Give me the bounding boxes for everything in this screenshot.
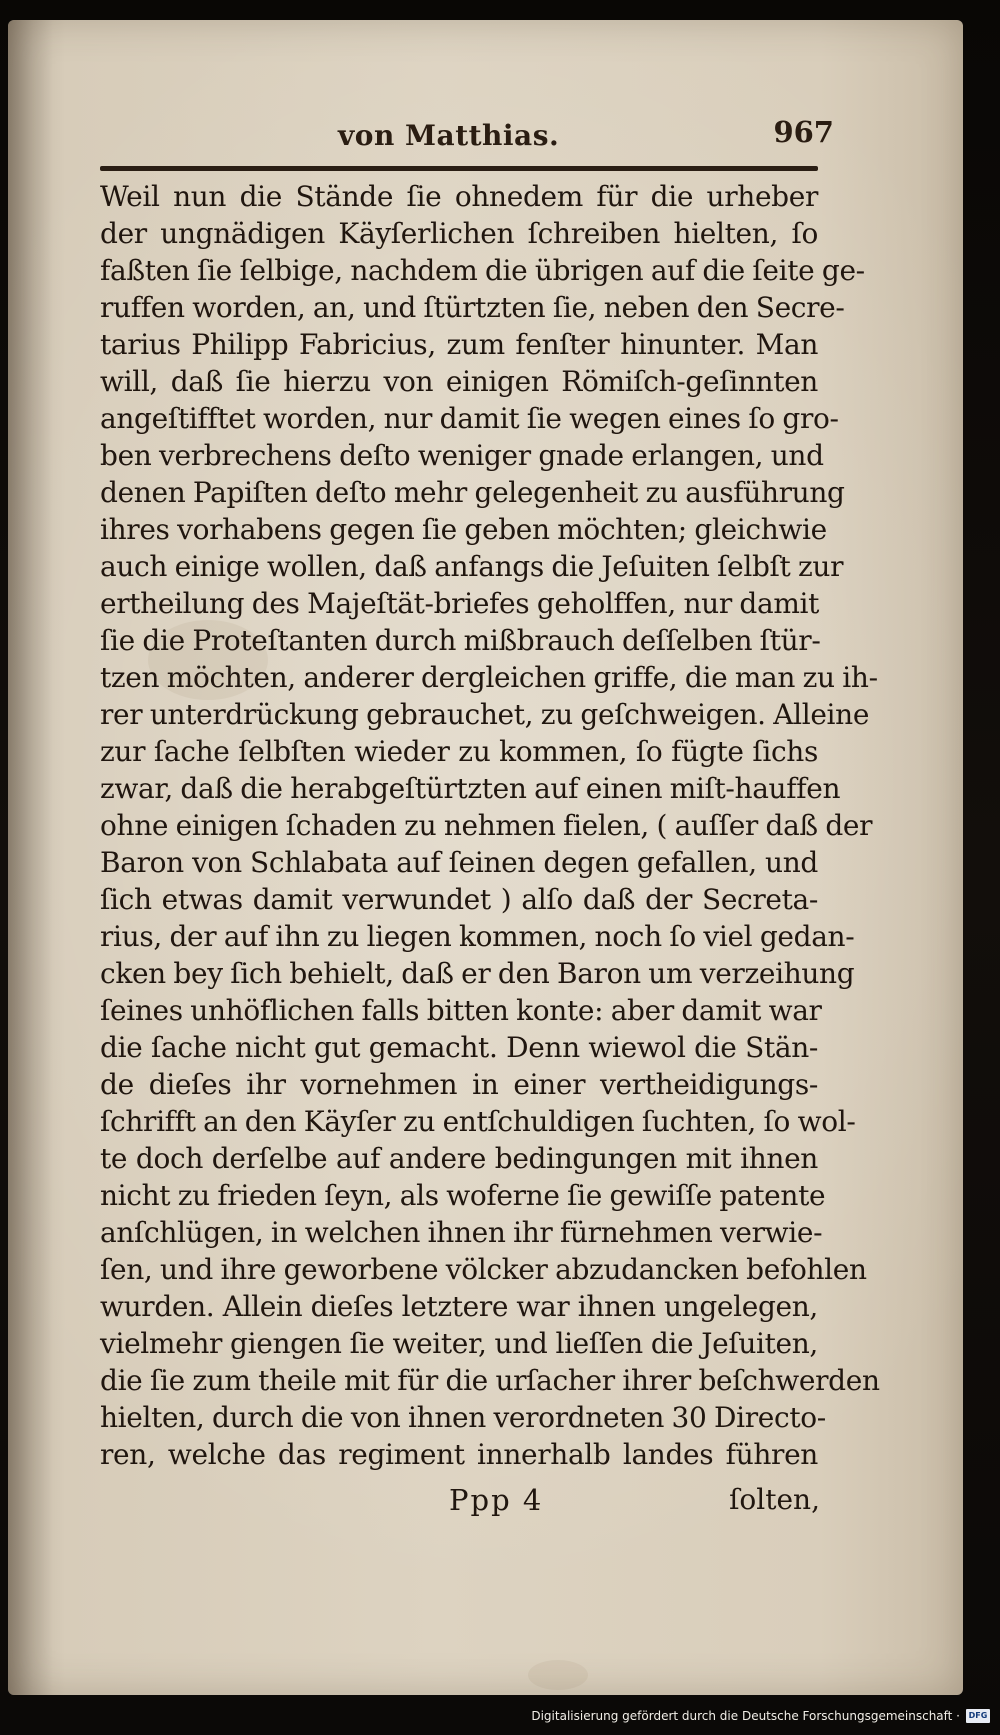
dfg-logo: DFG: [966, 1709, 990, 1723]
header-rule: [100, 166, 818, 171]
text-line: angeſtifftet worden, nur damit ſie wegen eines ſo gro-: [100, 402, 839, 435]
text-line: zwar, daß die herabgeſtürtzten auf einen miſt-hauffen: [100, 772, 841, 805]
text-line: hielten, durch die von ihnen verordneten 30 Directo-: [100, 1401, 826, 1434]
text-line: auch einige wollen, daß anfangs die Jeſuiten ſelbſt zur: [100, 550, 844, 583]
text-line: ben verbrechens deſto weniger gnade erlangen, und: [100, 439, 824, 472]
catchword-line: [100, 1483, 818, 1523]
text-line: Weil nun die Stände ſie ohnedem für die urheber: [100, 180, 818, 213]
running-title: von Matthias.: [338, 119, 560, 152]
signature-mark: Ppp 4: [449, 1483, 544, 1517]
credit-text: Digitalisierung gefördert durch die Deutsche Forschungsgemeinschaft ·: [531, 1709, 960, 1723]
text-line: will, daß ſie hierzu von einigen Römiſch-geſinnten: [100, 365, 818, 398]
text-line: tarius Philipp Fabricius, zum fenſter hinunter. Man: [100, 328, 818, 361]
text-line: faßten ſie ſelbige, nachdem die übrigen auf die ſeite ge-: [100, 254, 865, 287]
page-number: 967: [773, 115, 834, 149]
text-line: ihres vorhabens gegen ſie geben möchten; gleichwie: [100, 513, 827, 546]
paper-stain: [528, 1660, 588, 1690]
book-page: [8, 20, 963, 1695]
text-line: ruffen worden, an, und ſtürtzten ſie, neben den Secre-: [100, 291, 845, 324]
text-line: vielmehr giengen ſie weiter, und lieſſen die Jeſuiten,: [100, 1327, 818, 1360]
text-line: ſen, und ihre geworbene völcker abzudancken befohlen: [100, 1253, 867, 1286]
text-line: wurden. Allein dieſes letztere war ihnen ungelegen,: [100, 1290, 818, 1323]
text-line: te doch derſelbe auf andere bedingungen mit ihnen: [100, 1142, 818, 1175]
text-line: die ſie zum theile mit für die urſacher ihrer beſchwerden: [100, 1364, 880, 1397]
text-line: Baron von Schlabata auf ſeinen degen gefallen, und: [100, 846, 818, 879]
text-line: die ſache nicht gut gemacht. Denn wiewol die Stän-: [100, 1031, 818, 1064]
text-line: nicht zu frieden ſeyn, als woferne ſie gewiſſe patente: [100, 1179, 826, 1212]
text-line: ſeines unhöflichen falls bitten konte: aber damit war: [100, 994, 822, 1027]
text-line: anſchlügen, in welchen ihnen ihr fürnehmen verwie-: [100, 1216, 823, 1249]
binding-shadow: [8, 20, 53, 1695]
digitization-credit: [531, 1709, 990, 1723]
text-line: tzen möchten, anderer dergleichen griffe, die man zu ih-: [100, 661, 878, 694]
text-line: zur ſache ſelbſten wieder zu kommen, ſo fügte ſichs: [100, 735, 818, 768]
text-line: ſie die Proteſtanten durch mißbrauch deſſelben ſtür-: [100, 624, 821, 657]
running-head: [100, 115, 834, 160]
text-line: denen Papiſten deſto mehr gelegenheit zu ausführung: [100, 476, 845, 509]
text-line: ertheilung des Majeſtät-briefes geholffen, nur damit: [100, 587, 820, 620]
text-line: cken bey ſich behielt, daß er den Baron um verzeihung: [100, 957, 855, 990]
catchword: ſolten,: [729, 1483, 820, 1516]
text-line: der ungnädigen Käyſerlichen ſchreiben hielten, ſo: [100, 217, 818, 250]
text-line: ohne einigen ſchaden zu nehmen fielen, ( auſſer daß der: [100, 809, 873, 842]
text-line: ſich etwas damit verwundet ) alſo daß der Secreta-: [100, 883, 818, 916]
text-line: ren, welche das regiment innerhalb landes führen: [100, 1438, 818, 1471]
text-line: ſchrifft an den Käyſer zu entſchuldigen ſuchten, ſo wol-: [100, 1105, 856, 1138]
text-line: rer unterdrückung gebrauchet, zu geſchweigen. Alleine: [100, 698, 870, 731]
text-line: rius, der auf ihn zu liegen kommen, noch ſo viel gedan-: [100, 920, 855, 953]
text-line: de dieſes ihr vornehmen in einer vertheidigungs-: [100, 1068, 818, 1101]
body-text: [100, 178, 880, 1473]
